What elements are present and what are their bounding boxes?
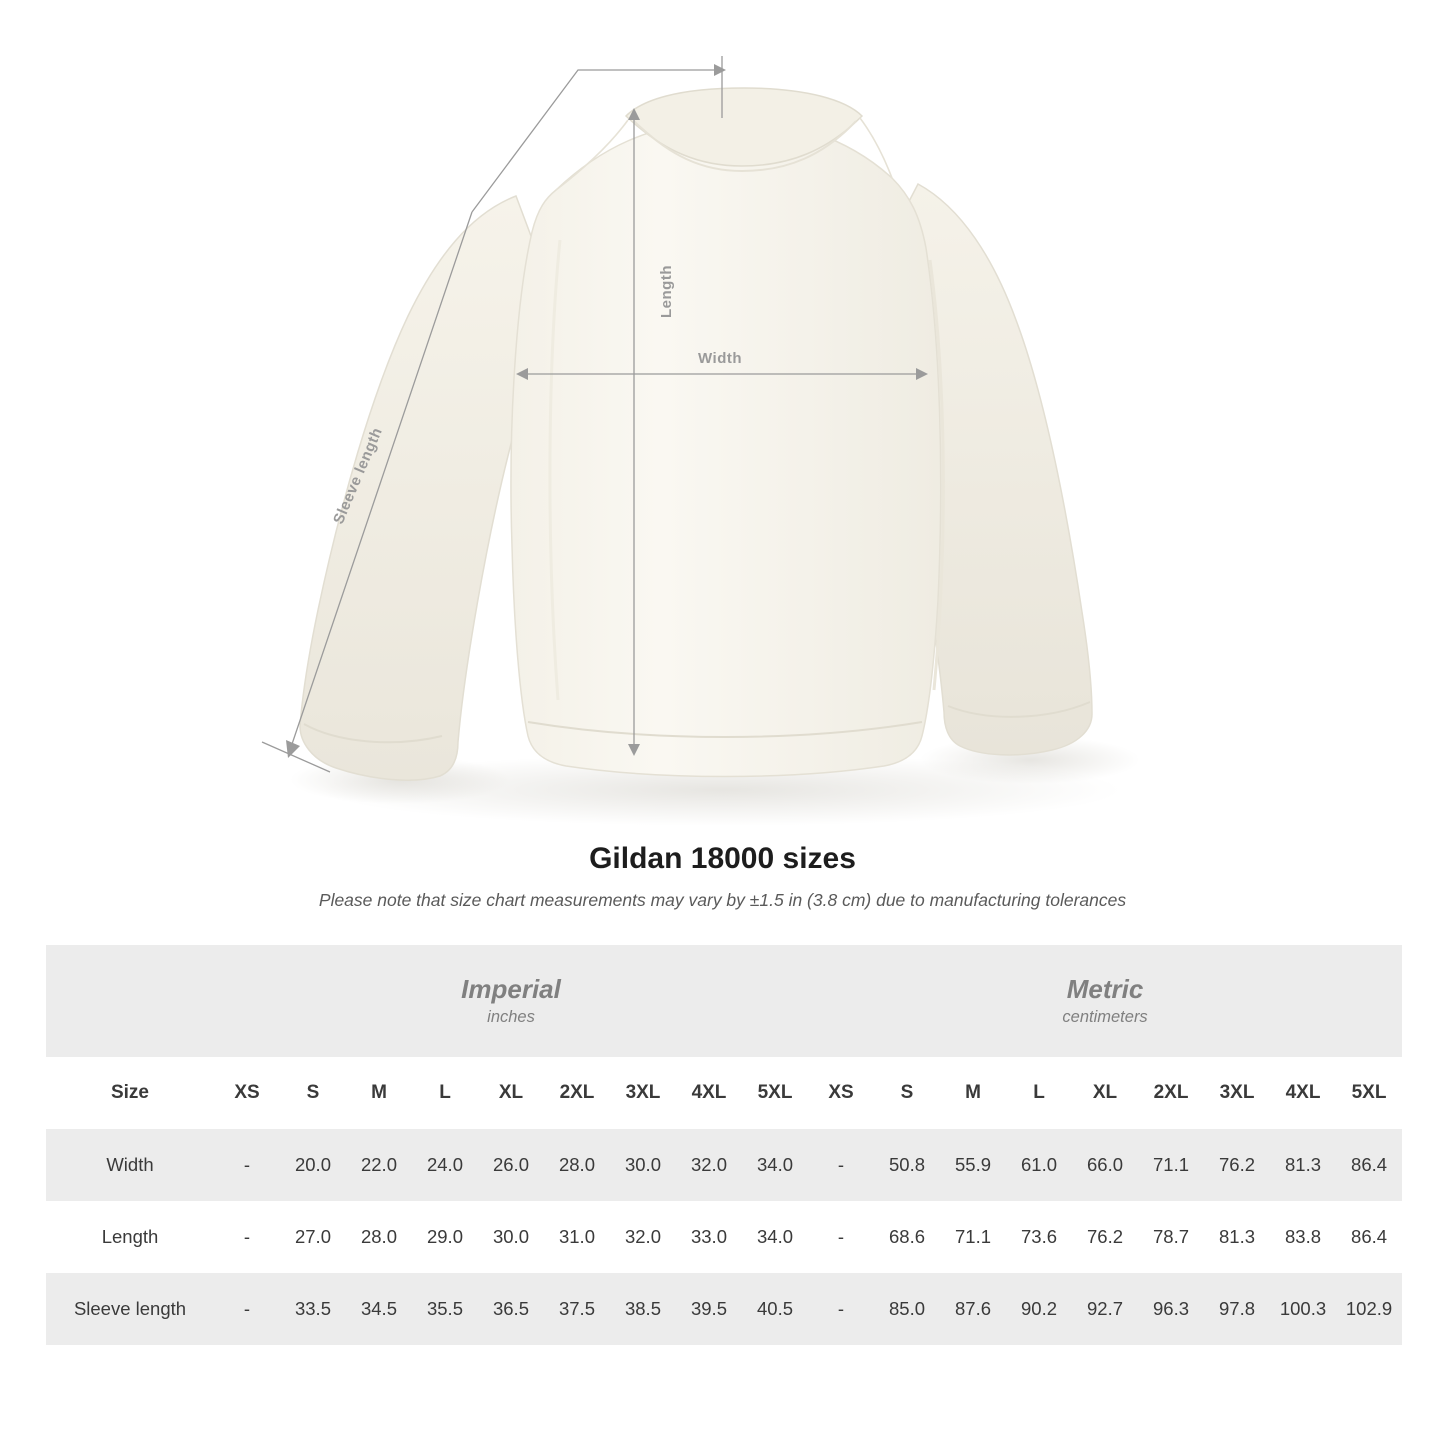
cell-sleeve-imperial-xs: - [214,1273,280,1345]
cell-sleeve-metric-3xl: 97.8 [1204,1273,1270,1345]
cell-sleeve-imperial-4xl: 39.5 [676,1273,742,1345]
size-chart-table [46,945,1402,1345]
row-header-size: Size [46,1057,214,1129]
cell-width-imperial-2xl: 28.0 [544,1129,610,1201]
col-header-imperial-2xl: 2XL [544,1057,610,1129]
cell-length-metric-5xl: 86.4 [1336,1201,1402,1273]
cell-sleeve-metric-2xl: 96.3 [1138,1273,1204,1345]
col-header-imperial-xs: XS [214,1057,280,1129]
cell-sleeve-imperial-m: 34.5 [346,1273,412,1345]
cell-sleeve-metric-s: 85.0 [874,1273,940,1345]
cell-sleeve-imperial-xl: 36.5 [478,1273,544,1345]
cell-length-imperial-s: 27.0 [280,1201,346,1273]
col-header-metric-3xl: 3XL [1204,1057,1270,1129]
system-name-metric: Metric [1066,974,1144,1005]
cell-sleeve-metric-m: 87.6 [940,1273,1006,1345]
cell-width-imperial-5xl: 34.0 [742,1129,808,1201]
cell-length-metric-l: 73.6 [1006,1201,1072,1273]
cell-sleeve-imperial-s: 33.5 [280,1273,346,1345]
system-name-imperial: Imperial [461,974,561,1005]
tolerance-note: Please note that size chart measurements may vary by ±1.5 in (3.8 cm) due to manufacturing tolerances [318,890,1127,910]
cell-sleeve-metric-xl: 92.7 [1072,1273,1138,1345]
cell-sleeve-imperial-5xl: 40.5 [742,1273,808,1345]
row-label-width: Width [46,1129,214,1201]
cell-width-metric-m: 55.9 [940,1129,1006,1201]
cell-width-imperial-xs: - [214,1129,280,1201]
col-header-metric-4xl: 4XL [1270,1057,1336,1129]
table-row [46,1273,1402,1345]
system-unit-metric: centimeters [1062,1007,1148,1026]
col-header-metric-xs: XS [808,1057,874,1129]
col-header-imperial-s: S [280,1057,346,1129]
col-header-metric-m: M [940,1057,1006,1129]
table-row [46,1129,1402,1201]
cell-length-metric-xs: - [808,1201,874,1273]
length-label: Length [658,265,675,318]
system-header-imperial [214,945,808,1057]
size-table-wrap [0,945,1445,1345]
cell-width-metric-5xl: 86.4 [1336,1129,1402,1201]
cell-length-imperial-l: 29.0 [412,1201,478,1273]
sleeve-length-label: Sleeve length [330,425,386,527]
cell-sleeve-metric-4xl: 100.3 [1270,1273,1336,1345]
cell-length-imperial-4xl: 33.0 [676,1201,742,1273]
cell-width-imperial-s: 20.0 [280,1129,346,1201]
cell-width-metric-4xl: 81.3 [1270,1129,1336,1201]
row-label-length: Length [46,1201,214,1273]
col-header-metric-5xl: 5XL [1336,1057,1402,1129]
col-header-imperial-5xl: 5XL [742,1057,808,1129]
col-header-imperial-4xl: 4XL [676,1057,742,1129]
col-header-metric-xl: XL [1072,1057,1138,1129]
page-title: Gildan 18000 sizes [589,842,856,875]
cell-length-metric-m: 71.1 [940,1201,1006,1273]
cell-width-metric-xl: 66.0 [1072,1129,1138,1201]
col-header-metric-l: L [1006,1057,1072,1129]
cell-width-metric-l: 61.0 [1006,1129,1072,1201]
cell-width-imperial-m: 22.0 [346,1129,412,1201]
cell-width-metric-2xl: 71.1 [1138,1129,1204,1201]
cell-length-metric-2xl: 78.7 [1138,1201,1204,1273]
cell-length-imperial-2xl: 31.0 [544,1201,610,1273]
width-label: Width [698,350,743,367]
cell-sleeve-imperial-3xl: 38.5 [610,1273,676,1345]
cell-sleeve-metric-5xl: 102.9 [1336,1273,1402,1345]
cell-width-imperial-l: 24.0 [412,1129,478,1201]
col-header-imperial-m: M [346,1057,412,1129]
cell-length-imperial-xl: 30.0 [478,1201,544,1273]
col-header-metric-2xl: 2XL [1138,1057,1204,1129]
table-row [46,1201,1402,1273]
cell-sleeve-metric-l: 90.2 [1006,1273,1072,1345]
col-header-imperial-3xl: 3XL [610,1057,676,1129]
system-header-metric [808,945,1402,1057]
system-header-spacer [46,945,214,1057]
cell-sleeve-metric-xs: - [808,1273,874,1345]
col-header-metric-s: S [874,1057,940,1129]
cell-length-imperial-m: 28.0 [346,1201,412,1273]
cell-length-metric-3xl: 81.3 [1204,1201,1270,1273]
cell-length-imperial-3xl: 32.0 [610,1201,676,1273]
cell-width-metric-xs: - [808,1129,874,1201]
row-label-sleeve-length: Sleeve length [46,1273,214,1345]
col-header-imperial-l: L [412,1057,478,1129]
cell-length-metric-s: 68.6 [874,1201,940,1273]
cell-length-imperial-xs: - [214,1201,280,1273]
table-size-header-row [46,1057,1402,1129]
cell-width-imperial-3xl: 30.0 [610,1129,676,1201]
cell-width-metric-s: 50.8 [874,1129,940,1201]
cell-sleeve-imperial-2xl: 37.5 [544,1273,610,1345]
system-unit-imperial: inches [487,1007,535,1026]
cell-length-metric-4xl: 83.8 [1270,1201,1336,1273]
title-block [0,842,1445,911]
cell-sleeve-imperial-l: 35.5 [412,1273,478,1345]
cell-width-imperial-xl: 26.0 [478,1129,544,1201]
cell-length-metric-xl: 76.2 [1072,1201,1138,1273]
cell-width-imperial-4xl: 32.0 [676,1129,742,1201]
cell-length-imperial-5xl: 34.0 [742,1201,808,1273]
col-header-imperial-xl: XL [478,1057,544,1129]
cell-width-metric-3xl: 76.2 [1204,1129,1270,1201]
table-system-header-row [46,945,1402,1057]
